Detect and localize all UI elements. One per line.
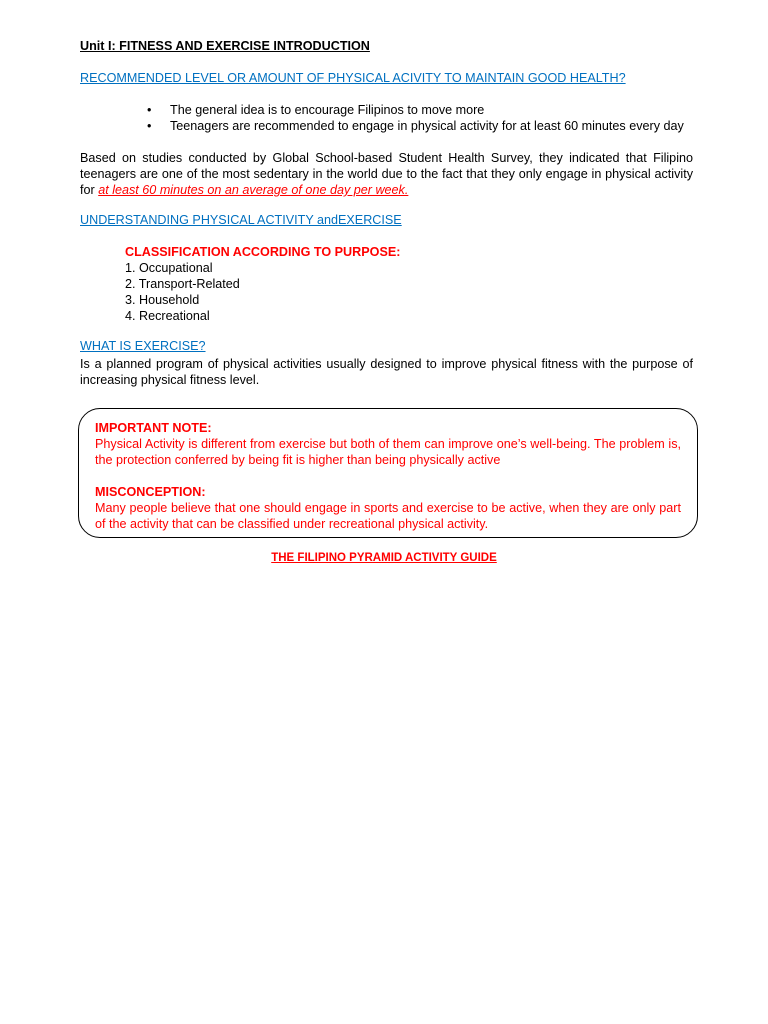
- important-note-text: Physical Activity is different from exercise but both of them can improve one’s well-being. The problem is, the protection conferred by being fit is higher than being physically active: [95, 437, 681, 467]
- document-page: [80, 38, 693, 388]
- bullet-icon: •: [147, 103, 152, 117]
- section-heading-recommended-level: RECOMMENDED LEVEL OR AMOUNT OF PHYSICAL ACIVITY TO MAINTAIN GOOD HEALTH?: [80, 71, 626, 85]
- classification-block: [80, 244, 693, 324]
- classification-heading: CLASSIFICATION ACCORDING TO PURPOSE:: [125, 245, 401, 259]
- bullet-icon: •: [147, 119, 152, 133]
- section-heading-what-is-exercise: WHAT IS EXERCISE?: [80, 339, 206, 353]
- misconception-heading: MISCONCEPTION:: [95, 485, 206, 499]
- list-item: 2. Transport-Related: [125, 277, 240, 291]
- list-item: 1. Occupational: [125, 261, 213, 275]
- exercise-definition: Is a planned program of physical activities usually designed to improve physical fitness with the purpose of increasing physical fitness level.: [80, 357, 693, 387]
- section-heading-understanding: UNDERSTANDING PHYSICAL ACTIVITY andEXERCISE: [80, 213, 402, 227]
- misconception-text: Many people believe that one should engage in sports and exercise to be active, when they are only part of the activity that can be classified under recreational physical activity.: [95, 501, 681, 531]
- bullet-item: [80, 118, 693, 134]
- bullet-item: [80, 102, 693, 118]
- note-box: [78, 408, 698, 538]
- recommendation-bullet-list: [80, 102, 693, 134]
- bullet-text: Teenagers are recommended to engage in physical activity for at least 60 minutes every day: [170, 119, 684, 133]
- important-note-heading: IMPORTANT NOTE:: [95, 421, 212, 435]
- survey-emphasis: at least 60 minutes on an average of one day per week.: [98, 183, 409, 197]
- classification-list: [125, 260, 693, 324]
- bullet-text: The general idea is to encourage Filipinos to move more: [170, 103, 485, 117]
- pyramid-guide-title: THE FILIPINO PYRAMID ACTIVITY GUIDE: [271, 552, 497, 564]
- list-item: 4. Recreational: [125, 309, 210, 323]
- survey-paragraph: [80, 150, 693, 198]
- survey-text: Based on studies conducted by Global School-based Student Health Survey, they indicated that Filipino teenagers are one of the most sedentary in the world due to the fact that they only engage in physical activity for: [80, 151, 693, 197]
- list-item: 3. Household: [125, 293, 200, 307]
- unit-title: Unit I: FITNESS AND EXERCISE INTRODUCTION: [80, 39, 370, 53]
